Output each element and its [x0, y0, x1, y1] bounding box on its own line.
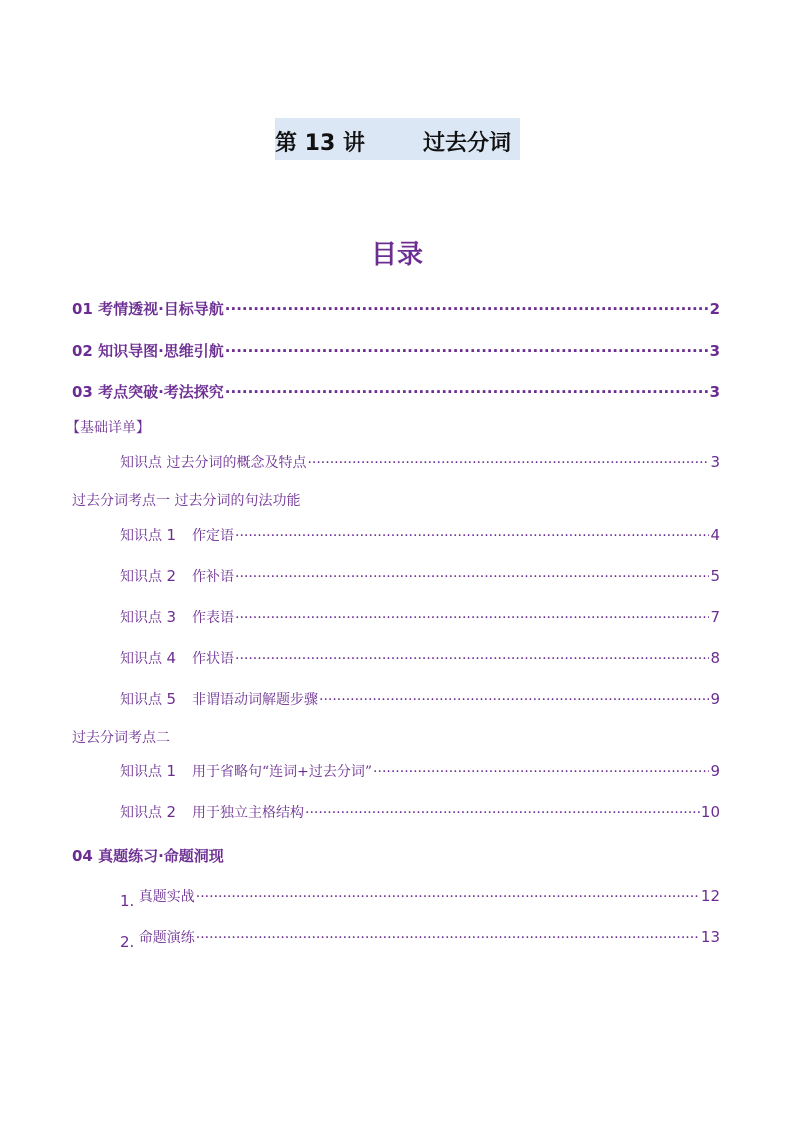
- dot-leader: [235, 608, 709, 622]
- toc-entry-label: 知识点 5 非谓语动词解题步骤: [120, 690, 318, 708]
- toc-section-basic: 【基础详单】: [66, 420, 150, 436]
- toc-entry-s1-1[interactable]: [120, 525, 720, 547]
- toc-page-number: 3: [710, 453, 720, 471]
- dot-leader: [319, 690, 709, 704]
- toc-page-number: 8: [710, 649, 720, 667]
- toc-entry-label: 知识点 3 作表语: [120, 608, 234, 626]
- toc-page-number: 12: [700, 887, 720, 905]
- toc-entry-s2-1[interactable]: [120, 761, 720, 783]
- toc-entry-label: 02 知识导图·思维引航: [72, 342, 224, 360]
- toc-section-two: 过去分词考点二: [72, 730, 170, 746]
- toc-entry-practice-2[interactable]: [120, 927, 720, 949]
- toc-section-one: 过去分词考点一 过去分词的句法功能: [72, 493, 301, 509]
- toc-entry-01[interactable]: [72, 298, 720, 320]
- dot-leader: [307, 453, 709, 467]
- toc-entry-basic-item[interactable]: [120, 452, 720, 474]
- toc-page-number: 7: [710, 608, 720, 626]
- dot-leader: [196, 928, 700, 942]
- toc-page-number: 4: [710, 526, 720, 544]
- toc-entry-s1-2[interactable]: [120, 566, 720, 588]
- toc-entry-s1-3[interactable]: [120, 607, 720, 629]
- toc-entry-03[interactable]: [72, 381, 720, 403]
- toc-entry-label: 知识点 4 作状语: [120, 649, 234, 667]
- dot-leader: [225, 299, 709, 314]
- toc-page-number: 3: [709, 342, 720, 360]
- toc-entry-s2-2[interactable]: [120, 802, 720, 824]
- toc-page-number: 2: [709, 300, 720, 318]
- toc-entry-label: 知识点 1 作定语: [120, 526, 234, 544]
- toc-entry-s1-4[interactable]: [120, 648, 720, 670]
- toc-entry-02[interactable]: [72, 340, 720, 362]
- toc-page-number: 3: [709, 383, 720, 401]
- lecture-number: 第 13 讲: [275, 131, 365, 156]
- toc-entry-practice-1[interactable]: [120, 886, 720, 908]
- dot-leader: [225, 382, 709, 397]
- dot-leader: [196, 887, 700, 901]
- lecture-title: 过去分词: [423, 131, 512, 156]
- toc-entry-s1-5[interactable]: [120, 689, 720, 711]
- toc-entry-label: 知识点 1 用于省略句“连词+过去分词”: [120, 762, 373, 780]
- toc-entry-label: 知识点 2 用于独立主格结构: [120, 803, 304, 821]
- toc-page-number: 10: [700, 803, 720, 821]
- toc-page-number: 5: [710, 567, 720, 585]
- toc-entry-04[interactable]: [72, 845, 720, 867]
- dot-leader: [305, 803, 700, 817]
- toc-entry-label: 知识点 2 作补语: [120, 567, 234, 585]
- toc-page-number: 9: [710, 762, 720, 780]
- toc-entry-label: 01 考情透视·目标导航: [72, 300, 224, 318]
- dot-leader: [235, 567, 709, 581]
- toc-entry-label: 1. 真题实战: [120, 889, 195, 910]
- toc-page-number: 13: [700, 928, 720, 946]
- dot-leader: [225, 341, 709, 356]
- dot-leader: [373, 762, 709, 776]
- toc-page-number: 9: [710, 690, 720, 708]
- toc-heading: 目录: [370, 240, 423, 270]
- dot-leader: [235, 649, 709, 663]
- toc-entry-label: 2. 命题演练: [120, 930, 195, 951]
- toc-entry-label: 知识点 过去分词的概念及特点: [120, 455, 307, 471]
- toc-entry-label: 03 考点突破·考法探究: [72, 383, 224, 401]
- toc-entry-label: 04 真题练习·命题洞现: [72, 847, 224, 865]
- dot-leader: [235, 526, 709, 540]
